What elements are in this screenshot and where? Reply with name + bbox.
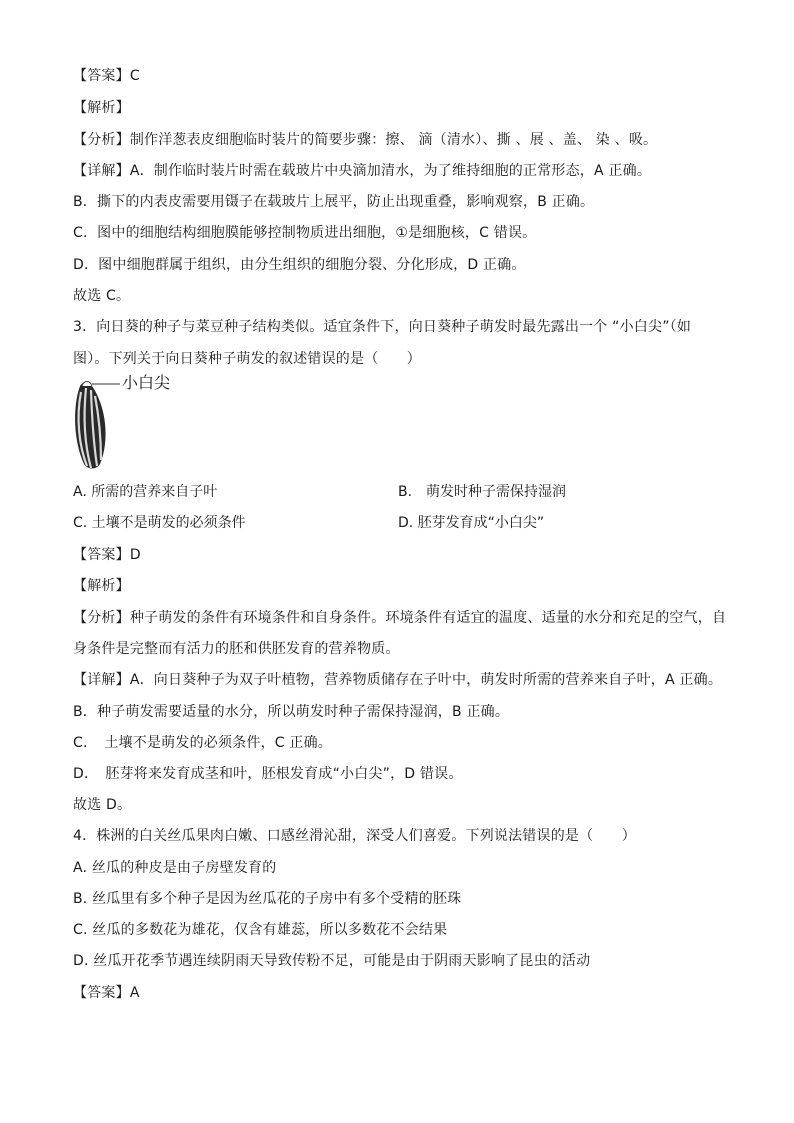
- xiangjie-text: A．向日葵种子为双子叶植物，营养物质储存在子叶中，萌发时所需的营养来自子叶，A 正确。: [129, 672, 723, 688]
- q2-explain-b: B．撕下的内表皮需要用镊子在载玻片上展平，防止出现重叠，影响观察，B 正确。: [73, 194, 595, 210]
- q3-fenxi-line1: [73, 608, 726, 628]
- q3-option-b: B. 萌发时种子需保持湿润: [398, 484, 567, 500]
- q3-explain-b: B．种子萌发需要适量的水分，所以萌发时种子需保持湿润，B 正确。: [73, 704, 510, 720]
- q2-answer-line: [73, 66, 140, 86]
- q4-option-d: D. 丝瓜开花季节遇连续阴雨天导致传粉不足，可能是由于阴雨天影响了昆虫的活动: [73, 953, 591, 969]
- q3-fenxi-line2: 身条件是完整而有活力的胚和供胚发育的营养物质。: [73, 641, 400, 657]
- q2-explain-c: C．图中的细胞结构细胞膜能够控制物质进出细胞，①是细胞核，C 错误。: [73, 225, 537, 241]
- q3-conclusion: 故选 D。: [73, 797, 132, 813]
- q2-explain-d: D．图中细胞群属于组织，由分生组织的细胞分裂、分化形成，D 正确。: [73, 257, 526, 273]
- q4-option-c: C. 丝瓜的多数花为雄花，仅含有雄蕊，所以多数花不会结果: [73, 922, 448, 938]
- answer-value: C: [129, 68, 140, 84]
- answer-tag: 【答案】: [73, 985, 130, 1001]
- q3-xiangjie-line: [73, 670, 722, 690]
- answer-value: D: [129, 547, 141, 563]
- sunflower-seed-figure: [70, 373, 190, 473]
- q3-stem-line2: 图）。下列关于向日葵种子萌发的叙述错误的是（ ）: [73, 351, 421, 367]
- q4-answer-line: [73, 983, 140, 1003]
- q3-option-c: C. 土壤不是萌发的必须条件: [73, 515, 246, 531]
- q3-explain-d: D． 胚芽将来发育成茎和叶，胚根发育成“小白尖”，D 错误。: [73, 766, 463, 782]
- q4-stem: 4．株洲的白关丝瓜果肉白嫩、口感丝滑沁甜，深受人们喜爱。下列说法错误的是（ ）: [73, 828, 636, 844]
- q3-option-a: A. 所需的营养来自子叶: [73, 484, 218, 500]
- q3-answer-line: [73, 545, 141, 565]
- fenxi-tag: 【分析】: [73, 132, 130, 148]
- fenxi-tag: 【分析】: [73, 610, 130, 626]
- q2-xiangjie-line: [73, 161, 651, 181]
- figure-label: 小白尖: [122, 373, 171, 392]
- q2-fenxi-line: [73, 130, 657, 150]
- fenxi-text: 种子萌发的条件有环境条件和自身条件。环境条件有适宜的温度、适量的水分和充足的空气，自: [129, 610, 727, 626]
- q2-conclusion: 故选 C。: [73, 288, 131, 304]
- answer-tag: 【答案】: [73, 68, 130, 84]
- q4-option-b: B. 丝瓜里有多个种子是因为丝瓜花的子房中有多个受精的胚珠: [73, 891, 462, 907]
- fenxi-text: 制作洋葱表皮细胞临时装片的简要步骤：擦、 滴（清水）、撕 、展 、盖、 染 、吸。: [129, 132, 658, 148]
- q3-analysis-tag: 【解析】: [73, 578, 130, 594]
- q3-explain-c: C． 土壤不是萌发的必须条件，C 正确。: [73, 735, 332, 751]
- q2-analysis-tag: 【解析】: [73, 100, 130, 116]
- answer-tag: 【答案】: [73, 547, 130, 563]
- xiangjie-tag: 【详解】: [73, 672, 130, 688]
- xiangjie-tag: 【详解】: [73, 163, 130, 179]
- q3-stem-line1: 3．向日葵的种子与菜豆种子结构类似。适宜条件下，向日葵种子萌发时最先露出一个 “小白尖”（如: [73, 319, 692, 335]
- answer-value: A: [129, 985, 140, 1001]
- q4-option-a: A. 丝瓜的种皮是由子房壁发育的: [73, 860, 277, 876]
- q3-option-d: D. 胚芽发育成“小白尖”: [398, 515, 545, 531]
- xiangjie-text: A．制作临时装片时需在载玻片中央滴加清水，为了维持细胞的正常形态，A 正确。: [129, 163, 652, 179]
